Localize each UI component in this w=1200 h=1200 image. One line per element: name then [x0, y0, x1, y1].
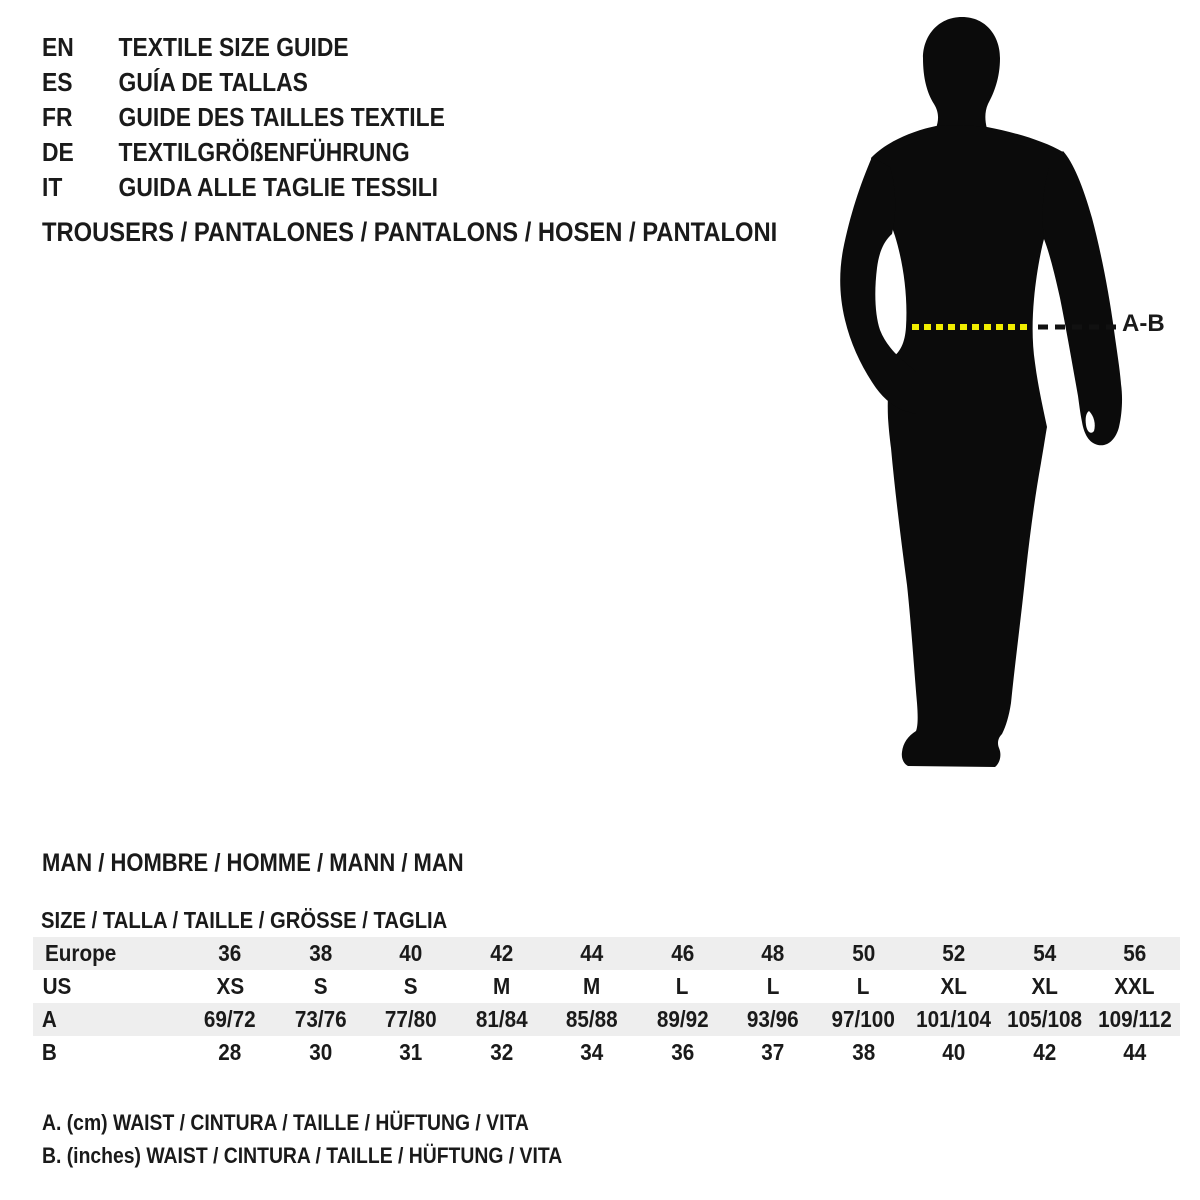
- silhouette-right-arm: [1043, 151, 1122, 445]
- size-cell: XXL: [1114, 973, 1155, 999]
- size-cell: 44: [1123, 1039, 1147, 1065]
- waist-measurement-label: A-B: [1122, 310, 1165, 337]
- size-cell: L: [857, 973, 870, 999]
- lang-label: GUIDE DES TAILLES TEXTILE: [118, 102, 445, 132]
- size-cell: 46: [670, 940, 695, 966]
- size-table-body: [33, 937, 1180, 1069]
- size-cell: 40: [942, 1039, 966, 1065]
- lang-code: ES: [42, 67, 73, 97]
- table-row: [33, 1036, 1180, 1069]
- size-cell: 50: [851, 940, 875, 966]
- lang-code: EN: [42, 32, 74, 62]
- size-cell: 32: [490, 1039, 514, 1065]
- lang-code: DE: [42, 137, 74, 167]
- size-cell: 44: [580, 940, 604, 966]
- size-cell: 42: [490, 940, 514, 966]
- table-row: [33, 970, 1180, 1003]
- table-row: [33, 937, 1180, 970]
- section-heading-text: MAN / HOMBRE / HOMME / MANN / MAN: [42, 849, 464, 877]
- footnote-b: B. (inches) WAIST / CINTURA / TAILLE / HÜFTUNG / VITA: [42, 1143, 563, 1168]
- size-cell: M: [583, 973, 601, 999]
- section-heading: [42, 849, 521, 878]
- size-cell: XS: [216, 973, 245, 999]
- size-cell: M: [492, 973, 511, 999]
- lang-label: TEXTILGRÖßENFÜHRUNG: [118, 137, 410, 167]
- lang-label: GUÍA DE TALLAS: [118, 67, 308, 97]
- size-cell: 31: [399, 1039, 423, 1065]
- size-cell: 42: [1032, 1039, 1056, 1065]
- size-table-header-text: SIZE / TALLA / TAILLE / GRÖSSE / TAGLIA: [41, 906, 448, 933]
- size-cell: 109/112: [1097, 1006, 1172, 1032]
- size-cell: 40: [399, 940, 423, 966]
- size-cell: 93/96: [747, 1006, 799, 1032]
- row-label: Europe: [44, 940, 117, 966]
- category-heading-text: TROUSERS / PANTALONES / PANTALONS / HOSEN / PANTALONI: [42, 217, 778, 247]
- size-cell: 77/80: [385, 1006, 438, 1032]
- table-row: [33, 1003, 1180, 1036]
- size-cell: L: [676, 973, 689, 999]
- size-cell: 81/84: [475, 1006, 528, 1032]
- row-label: US: [42, 973, 72, 999]
- size-cell: 69/72: [204, 1006, 257, 1032]
- size-cell: S: [313, 973, 328, 999]
- silhouette-head: [923, 17, 1000, 132]
- silhouette-body: [871, 125, 1063, 767]
- footnotes: [42, 1110, 633, 1176]
- size-cell: 30: [309, 1039, 333, 1065]
- size-cell: 28: [218, 1039, 242, 1065]
- lang-code: FR: [42, 102, 73, 132]
- row-label: A: [41, 1006, 57, 1032]
- size-cell: XL: [940, 973, 968, 999]
- size-cell: 37: [761, 1039, 785, 1065]
- size-cell: 36: [218, 940, 242, 966]
- footnote-a: A. (cm) WAIST / CINTURA / TAILLE / HÜFTUNG / VITA: [42, 1110, 529, 1135]
- size-cell: 73/76: [294, 1006, 347, 1032]
- size-cell: 38: [309, 940, 333, 966]
- size-cell: 38: [851, 1039, 875, 1065]
- size-cell: 56: [1123, 940, 1147, 966]
- size-cell: 105/108: [1006, 1006, 1082, 1032]
- size-cell: S: [404, 973, 419, 999]
- size-cell: 52: [942, 940, 966, 966]
- size-cell: 48: [761, 940, 785, 966]
- size-table-header: [33, 903, 1180, 937]
- size-cell: 89/92: [656, 1006, 709, 1032]
- row-label: B: [41, 1039, 57, 1065]
- lang-label: TEXTILE SIZE GUIDE: [118, 32, 349, 62]
- lang-label: GUIDA ALLE TAGLIE TESSILI: [118, 172, 439, 202]
- size-cell: 34: [580, 1039, 604, 1065]
- size-cell: 36: [670, 1039, 695, 1065]
- lang-code: IT: [42, 172, 63, 202]
- size-cell: XL: [1031, 973, 1058, 999]
- size-table: [33, 903, 1180, 1069]
- size-cell: 54: [1032, 940, 1056, 966]
- size-cell: 97/100: [831, 1006, 896, 1032]
- size-cell: 101/104: [916, 1006, 992, 1032]
- size-cell: 85/88: [566, 1006, 618, 1032]
- size-cell: L: [766, 973, 780, 999]
